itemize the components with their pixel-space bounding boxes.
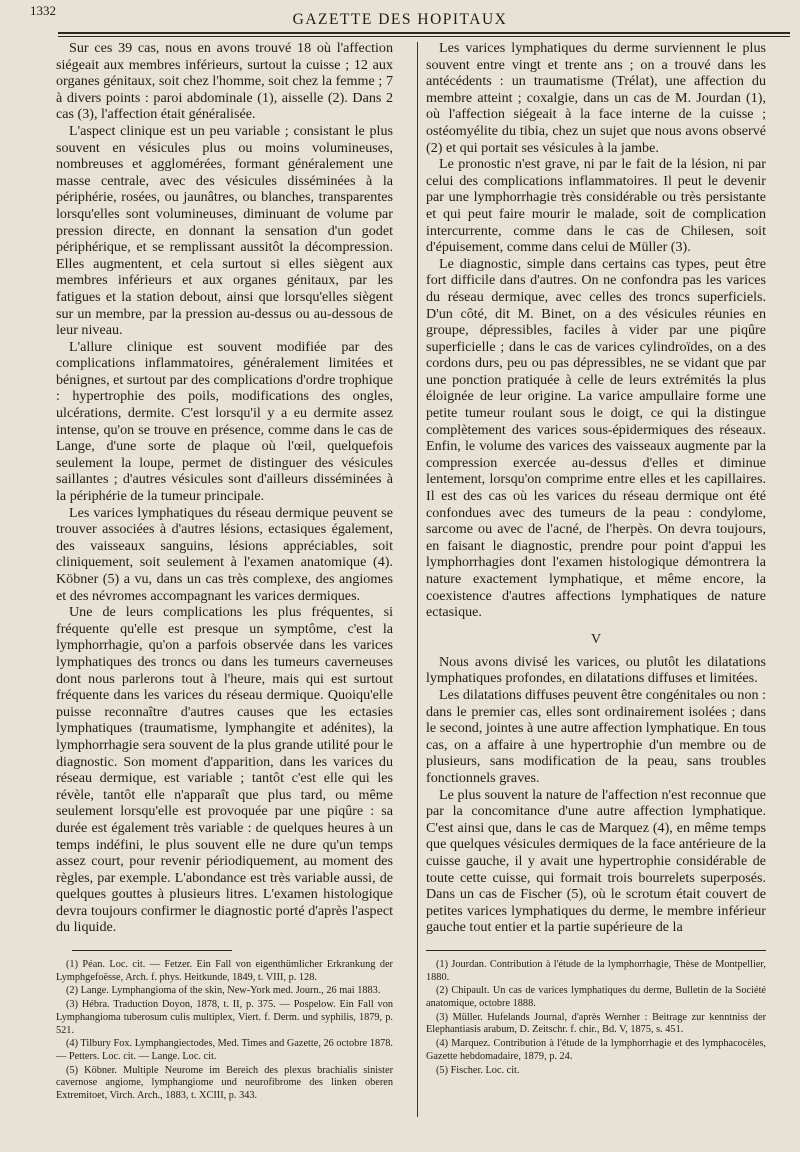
footnote: (3) Hébra. Traduction Doyon, 1878, t. II, p. 375. — Pospelow. Ein Fall von Lymphangioma tuberosum culis multiplex, Viert. f. Derm. und syphilis, 1879, p. 521. (56, 999, 393, 1036)
footnote-rule (426, 950, 766, 951)
paragraph: Sur ces 39 cas, nous en avons trouvé 18 où l'affection siégeait aux membres inférieurs, surtout la cuisse ; 12 aux organes génitaux, soit chez l'homme, soit chez la femme ; 7 à divers points : paroi abdominale (1), aisselle (2). Dans 2 cas (3), l'affection était généralisée. (56, 40, 393, 123)
footnote-rule (72, 950, 232, 951)
header-rule (58, 32, 790, 34)
paragraph: Les dilatations diffuses peuvent être congénitales ou non : dans le premier cas, elles sont ordinairement isolées ; dans le second, jointes à une autre affection lymphatique. En tous cas, on a affaire à une hypertrophie d'un membre ou de plusieurs, sans modification de la peau, sans troubles fonctionnels graves. (426, 686, 766, 786)
section-heading: V (590, 631, 602, 647)
footnote: (4) Tilbury Fox. Lymphangiectodes, Med. Times and Gazette, 26 octobre 1878. — Petters. Loc. cit. — Lange. Loc. cit. (56, 1038, 393, 1062)
right-column (426, 40, 766, 1078)
footnote: (2) Chipault. Un cas de varices lymphatiques du derme, Bulletin de la Société anatomique, octobre 1888. (426, 985, 766, 1009)
paragraph: Le plus souvent la nature de l'affection n'est reconnue que par la concomitance d'une autre affection lymphatique. C'est ainsi que, dans le cas de Marquez (4), en même temps que quelques vésicules dermiques de la face antérieure de la cuisse gauche, il y avait une hypertrophie considérable de toute cette cuisse, qui formait trois bourrelets superposés. Dans un cas de Fischer (5), où le scrotum était couvert de petites varices lymphatiques du derme, le membre inférieur gauche tout entier et la partie supérieure de la (426, 786, 766, 936)
paragraph: Une de leurs complications les plus fréquentes, si fréquente qu'elle est presque un symptôme, c'est la lymphorrhagie, qu'on a parfois observée dans les varices lymphatiques des troncs ou dans les tumeurs caverneuses dont nous parlerons tout à l'heure, mais qui est surtout fréquente dans les varices du réseau dermique. Quoiqu'elle puisse reconnaître d'autres causes que les ectasies lymphatiques (traumatisme, lymphangite et adénites), la lymphorrhagie sera souvent de la plus grande utilité pour le diagnostic. Son moment d'apparition, dans les varices du réseau dermique, est variable ; tantôt c'est elle qui les révèle, tantôt elle n'apparaît que plus tard, ou même seulement lorsqu'elle est provoquée par une piqûre : sa durée est également très variable : de quelques heures à un temps indéfini, le plus souvent elle ne dure qu'un temps assez court, pour revenir périodiquement, au moment des règles, par exemple. L'abondance est très variable aussi, de quelques gouttes à plusieurs litres. L'examen histologique devra toujours confirmer le diagnostic porté d'après l'aspect du liquide. (56, 604, 393, 936)
left-body (56, 40, 393, 936)
footnote: (5) Köbner. Multiple Neurome im Bereich des plexus brachialis sinister cavernose angiome, lymphangiome und neurofibrome des linken oberen Extremitoet, Virch. Arch., 1883, t. XCIII, p. 343. (56, 1064, 393, 1102)
right-body (426, 40, 766, 936)
footnote: (1) Jourdan. Contribution à l'étude de la lymphorrhagie, Thèse de Montpellier, 1880. (426, 958, 766, 983)
left-column (56, 40, 393, 1104)
header-rule-thin (58, 36, 790, 37)
column-separator (417, 42, 418, 1117)
page-header (0, 0, 800, 40)
page-number: 1332 (30, 3, 56, 18)
journal-title: GAZETTE DES HOPITAUX (292, 11, 508, 28)
paragraph: Les varices lymphatiques du derme surviennent le plus souvent entre vingt et trente ans ; on a trouvé dans les antécédents : un traumatisme (Trélat), une affection du membre atteint ; coxalgie, dans un cas de M. Jourdan (1), où l'affection siégeait à la face interne de la cuisse ; ostéomyélite du tibia, chez un sujet que nous avons observé (2) et qui portait ses vésicules à la jambe. (426, 40, 766, 156)
paragraph: L'aspect clinique est un peu variable ; consistant le plus souvent en vésicules plus ou moins volumineuses, nombreuses et agglomérées, formant généralement une masse centrale, avec des vésicules disséminées à la périphérie, rosées, ou jaunâtres, ou blanches, transparentes lorsqu'elles sont volumineuses, diminuant de volume par pression directe, en donnant la sensation d'un godet périphérique, et se remplissant aussitôt la décompression. Elles augmentent, et cela surtout si elles siègent aux membres inférieurs et aux organes génitaux, par les fatigues et la station debout, ainsi que lorsqu'elles siègent sur un membre, par la pression au-dessus ou au-dessous de leur niveau. (56, 122, 393, 339)
footnote: (5) Fischer. Loc. cit. (436, 1064, 520, 1076)
footnote: (3) Müller. Hufelands Journal, d'après Wernher : Beitrage zur kenntniss der Elephantiasis arabum, D. Zeitschr. f. chir., Bd. V, 1875, s. 451. (426, 1011, 766, 1036)
paragraph: L'allure clinique est souvent modifiée par des complications inflammatoires, généralement limitées et bénignes, et surtout par des complications d'ordre trophique : hypertrophie des poils, modifications des ongles, ulcérations, dermite. C'est lorsqu'il y a eu dermite assez intense, qu'on se trouve en présence, comme dans le cas de Lange, d'une sorte de plaque où l'œil, quelquefois seulement la loupe, permet de distinguer des vésicules saillantes ; d'autres vésicules sont d'ailleurs disséminées à la périphérie de la tumeur principale. (56, 338, 393, 505)
paragraph: Le pronostic n'est grave, ni par le fait de la lésion, ni par celui des complications inflammatoires. Il peut le devenir par une lymphorrhagie très considérable ou très persistante et qui peut faire mourir le malade, soit de complication intercurrente, comme dans le cas de Chilesen, soit d'épuisement, comme dans celui de Müller (3). (426, 156, 766, 256)
footnote: (1) Péan. Loc. cit. — Fetzer. Ein Fall von eigenthümlicher Erkrankung der Lymphgefoësse, Arch. f. phys. Heitkunde, 1849, t. VIII, p. 128. (56, 959, 393, 983)
footnote: (2) Lange. Lymphangioma of the skin, New-York med. Journ., 26 mai 1883. (66, 985, 381, 997)
paragraph: Le diagnostic, simple dans certains cas types, peut être fort difficile dans d'autres. On ne confondra pas les varices du réseau dermique, avec celles des troncs superficiels. D'un côté, dit M. Binet, on a des vésicules réunies en groupe, dépressibles, faciles à vider par une piqûre superficielle ; dans le cas de varices cylindroïdes, on a des cordons durs, peu ou pas dépressibles, ne se vidant que par une ponction pratiquée à celle de leurs extrémités la plus éloignée de leur origine. La varice ampullaire forme une petite tumeur roulant sous le doigt, ce qui la distingue complètement des varices sous-épidermiques des réseaux. Enfin, le volume des varices des vaisseaux augmente par la compression exercée au-dessus d'elles et diminue lentement, lorsqu'on comprime entre elles et les capillaires. Il est des cas où les varices du réseau dermique ont été confondues avec des tumeurs de la peau : condylome, sarcome ou avec de l'acné, de l'herpès. On devra toujours, en faisant le diagnostic, prendre pour point d'appui les lymphorrhagies dont l'examen histologique démontrera la nature exactement lymphatique, et même encore, la coexistence d'autres affections lymphatiques de nature ectasique. (426, 255, 766, 621)
footnote: (4) Marquez. Contribution à l'étude de la lymphorrhagie et des lymphacocèles, Gazette hebdomadaire, 1879, p. 24. (426, 1038, 766, 1062)
paragraph: Nous avons divisé les varices, ou plutôt les dilatations lymphatiques profondes, en dilatations diffuses et limitées. (426, 653, 766, 687)
paragraph: Les varices lymphatiques du réseau dermique peuvent se trouver associées à d'autres lésions, ectasiques également, des vaisseaux sanguins, lésions appréciables, soit cliniquement, soit seulement à l'examen anatomique (4). Köbner (5) a vu, dans un cas très complexe, des angiomes et des névromes accompagnant les varices dermiques. (56, 504, 393, 604)
left-footnotes (56, 959, 393, 1103)
right-footnotes (426, 959, 766, 1077)
